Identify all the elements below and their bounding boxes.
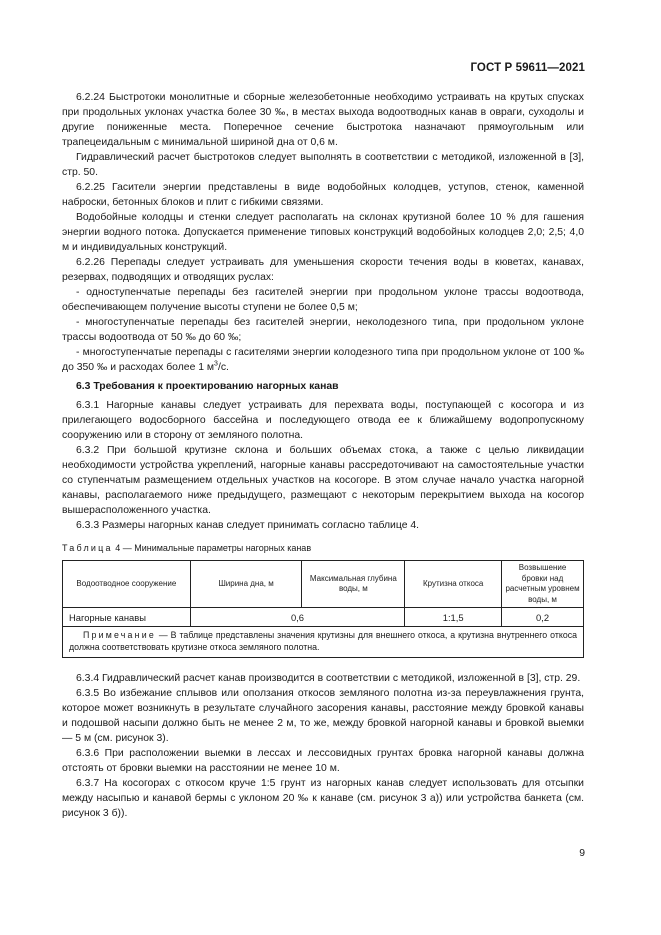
paragraph-6-3-3: 6.3.3 Размеры нагорных канав следует принимать согласно таблице 4.	[76, 520, 420, 531]
table-caption	[62, 542, 584, 554]
paragraph-6-3-7: 6.3.7 На косогорах с откосом круче 1:5 грунт из нагорных канав следует использовать для отсыпки между насыпью и канавой бермы с уклоном 20 ‰ к канаве (см. рисунок 3 а)) или устройства банкета (см. рисунок 3 б)).	[62, 778, 584, 819]
note-text: — В таблице представлены значения крутизны для внешнего откоса, а крутизна внутреннего откоса должна соответствовать крутизне откоса земляного полотна.	[69, 630, 577, 652]
document-standard-header: ГОСТ Р 59611—2021	[470, 62, 585, 74]
header-slope: Крутизна откоса	[405, 561, 502, 608]
header-structure: Водоотводное сооружение	[63, 561, 191, 608]
cell-structure-name: Нагорные канавы	[63, 608, 191, 627]
table-row	[63, 608, 584, 627]
table-note-row	[63, 627, 584, 658]
table-note	[63, 627, 584, 658]
paragraph-6-3-4: 6.3.4 Гидравлический расчет канав производится в соответствии с методикой, изложенной в [3], стр. 29.	[76, 673, 581, 684]
section-heading: 6.3 Требования к проектированию нагорных канав	[76, 381, 339, 392]
parameters-table	[62, 560, 584, 658]
paragraph-hydraulic-fast: Гидравлический расчет быстротоков следует выполнять в соответствии с методикой, изложенной в [3], стр. 50.	[62, 152, 584, 178]
paragraph-water-wells: Водобойные колодцы и стенки следует располагать на склонах крутизной более 10 % для гашения энергии водного потока. Допускается применение типовых конструкций водобойных колодцев 2,0; 2,5; 4,0 м и индивидуальных конструкций.	[62, 212, 584, 253]
list-item-multi-step-dampers	[62, 345, 584, 375]
cell-elevation: 0,2	[502, 608, 584, 627]
list-item-text: - многоступенчатые перепады с гасителями энергии колодезного типа при продольном уклоне от 100 ‰ до 350 ‰ и расходах более 1 м	[62, 347, 584, 373]
table-caption-word: Таблица	[62, 543, 113, 553]
cell-slope: 1:1,5	[405, 608, 502, 627]
note-word: Примечание	[83, 630, 156, 640]
paragraph-6-3-2: 6.3.2 При большой крутизне склона и больших объемах стока, а также с целью ликвидации необходимости устройства укреплений, нагорные канавы рассредоточивают на самостоятельные участки со ступенчатым размещением отдельных участков на косогоре. В этом случае начало участка нагорной канавы, располагаемого ниже предыдущего, размещают с некоторым перекрытием выхода на косогор вышерасположенного участка.	[62, 445, 584, 516]
header-bottom-width: Ширина дна, м	[190, 561, 302, 608]
paragraph-6-3-1: 6.3.1 Нагорные канавы следует устраивать для перехвата воды, поступающей с косогора и из прилегающего водосборного бассейна и последующего отвода ее к ближайшему водопропускному сооружению или в сторону от земляного полотна.	[62, 400, 584, 441]
after-table-block	[62, 671, 584, 821]
list-item-tail: /с.	[217, 362, 229, 373]
list-item-single-step: - одноступенчатые перепады без гасителей энергии при продольном уклоне трассы водоотвода, обеспечивающем получение высоты ступени не более 0,5 м;	[62, 287, 584, 313]
cell-width-depth: 0,6	[190, 608, 405, 627]
superscript-cubic: 3	[214, 360, 218, 368]
list-item-multi-step-no-dampers: - многоступенчатые перепады без гасителей энергии, неколодезного типа, при продольном уклоне трассы водоотвода от 50 ‰ до 60 ‰;	[62, 317, 584, 343]
header-edge-elevation: Возвышение бровки над расчетным уровнем воды, м	[502, 561, 584, 608]
table-caption-rest: 4 — Минимальные параметры нагорных канав	[112, 543, 312, 553]
paragraph-6-3-6: 6.3.6 При расположении выемки в лессах и лессовидных грунтах бровка нагорной канавы должна отстоять от бровки выемки на расстоянии не менее 10 м.	[62, 748, 584, 774]
paragraph-6-2-24: 6.2.24 Быстротоки монолитные и сборные железобетонные необходимо устраивать на крутых спусках при продольных уклонах участка более 30 ‰, в местах выхода водоотводных канав в овраги, суходолы и другие пониженные места. Поперечное сечение быстротока назначают прямоугольным или трапецеидальным с минимальной шириной дна от 0,6 м.	[62, 92, 584, 148]
paragraph-6-3-5: 6.3.5 Во избежание сплывов или оползания откосов земляного полотна из-за переувлажнения грунта, которое может возникнуть в результате случайного засорения канавы, расстояние между бровкой канавы и подошвой насыпи должно быть не менее 2 м, то же, между бровкой нагорной канавы и бровкой выемки — 5 м (см. рисунок 3).	[62, 688, 584, 744]
header-max-depth: Максимальная глубина воды, м	[302, 561, 405, 608]
document-body	[62, 90, 584, 821]
table-header-row	[63, 561, 584, 608]
paragraph-6-2-26: 6.2.26 Перепады следует устраивать для уменьшения скорости течения воды в кюветах, канавах, резервах, подводящих и отводящих руслах:	[62, 257, 584, 283]
paragraph-6-2-25: 6.2.25 Гасители энергии представлены в виде водобойных колодцев, уступов, стенок, каменной наброски, бетонных блоков и плит с гибкими связями.	[62, 182, 584, 208]
page-number: 9	[579, 848, 585, 859]
